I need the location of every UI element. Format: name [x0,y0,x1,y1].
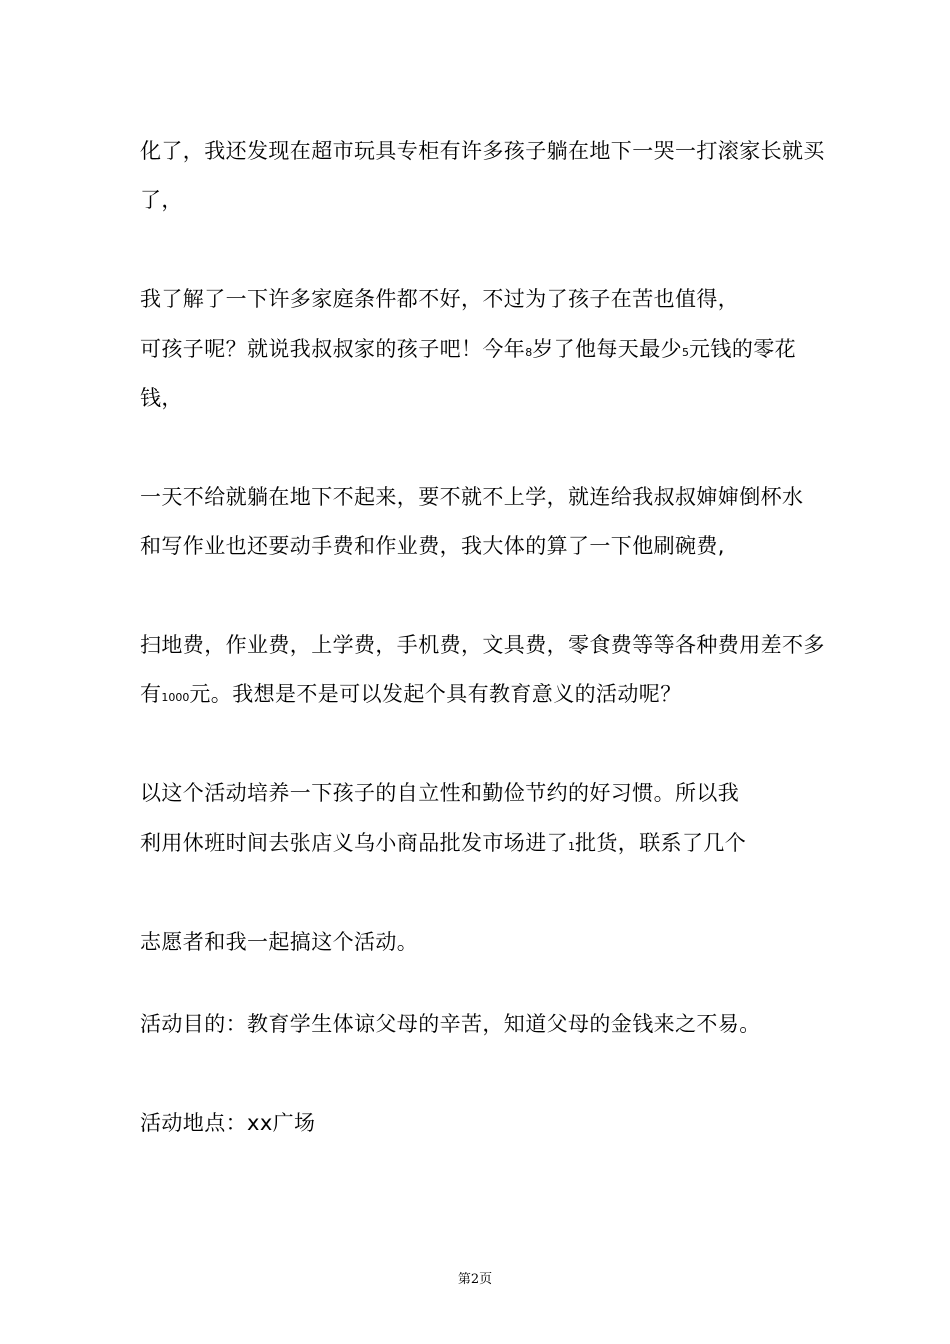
text-line: 我了解了一下许多家庭条件都不好，不过为了孩子在苦也值得， [140,287,740,311]
number-span: 5 [682,346,690,359]
text-line [140,829,746,861]
text-line: 活动地点：xx广场 [140,1111,316,1135]
text-line [140,680,682,712]
text-line: 钱， [140,386,183,410]
text-span: 岁了他每天最少 [532,337,683,361]
text-line [140,335,796,367]
text-line: 以这个活动培养一下孩子的自立性和勤俭节约的好习惯。所以我 [140,781,740,805]
number-span: 1 [568,840,575,853]
text-line: 一天不给就躺在地下不起来，要不就不上学，就连给我叔叔婶婶倒杯水 [140,485,804,509]
text-span: 有 [140,682,162,706]
text-line: 扫地费，作业费，上学费，手机费，文具费，零食费等等各种费用差不多 [140,633,825,657]
text-span: 利用休班时间去张店义乌小商品批发市场进了 [140,831,568,855]
text-line: 了， [140,188,183,212]
text-line: 和写作业也还要动手费和作业费，我大体的算了一下他刷碗费, [140,534,725,558]
text-line: 活动目的：教育学生体谅父母的辛苦，知道父母的金钱来之不易。 [140,1012,761,1036]
number-span: 8 [525,346,533,359]
text-line: 化了，我还发现在超市玩具专柜有许多孩子躺在地下一哭一打滚家长就买 [140,139,825,163]
page-number: 第2页 [457,1272,493,1287]
text-span: 可孩子呢？就说我叔叔家的孩子吧！今年 [140,337,526,361]
number-span: 1000 [161,691,190,704]
text-span: 批货，联系了几个 [575,831,747,855]
text-span: 元钱的零花 [689,337,797,361]
text-line: 志愿者和我一起搞这个活动。 [140,930,419,954]
text-span: 元。我想是不是可以发起个具有教育意义的活动呢？ [189,682,682,706]
